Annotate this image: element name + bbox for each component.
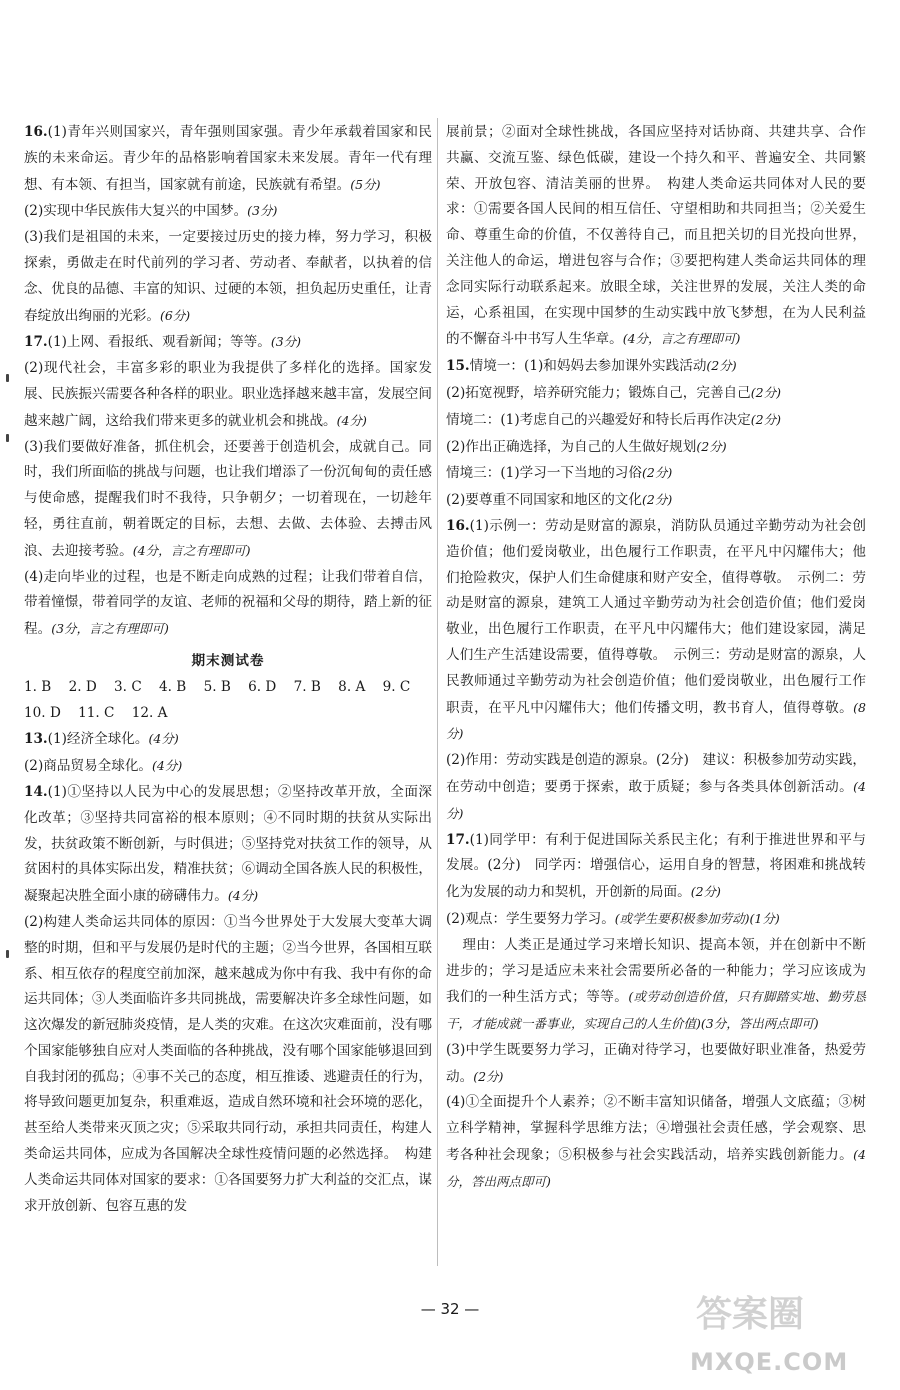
left-answer-list — [24, 120, 432, 643]
answer-paragraph — [24, 225, 432, 329]
answer-paragraph — [446, 828, 866, 906]
exam-title: 期末测试卷 — [191, 652, 265, 669]
answer-paragraph — [446, 434, 866, 461]
score-note: (或学生要积极参加劳动)(1分) — [614, 910, 780, 926]
binding-mark — [6, 950, 9, 958]
binding-mark — [6, 434, 9, 442]
score-note: (3分) — [247, 203, 278, 219]
answer-paragraph — [446, 120, 866, 353]
answer-text: (2)作出正确选择，为自己的人生做好规划 — [446, 438, 697, 455]
answer-paragraph — [24, 910, 432, 1220]
answer-paragraph — [24, 356, 432, 434]
answer-text: (2)要尊重不同国家和地区的文化 — [446, 492, 642, 509]
question-number: 17. — [446, 831, 470, 848]
left-column — [24, 120, 432, 1219]
watermark — [690, 1286, 880, 1376]
score-note: (或劳动创造价值，只有脚踏实地、勤劳恳干，才能成就一番事业，实现自己的人生价值)(3分，答出两点即可) — [446, 989, 866, 1032]
answer-text: 理由：人类正是通过学习来增长知识、提高本领，并在创新中不断进步的；学习是适应未来社会需要所必备的一种能力；学习应该成为我们的一种生活方式；等等。 — [446, 936, 866, 1006]
answer-text: (1)上网、看报纸、观看新闻；等等。 — [47, 334, 271, 351]
answer-paragraph — [24, 329, 432, 356]
answer-paragraph — [446, 906, 866, 933]
answer-paragraph — [24, 435, 432, 565]
right-column — [446, 120, 866, 1196]
answer-text: (2)拓宽视野，培养研究能力；锻炼自己，完善自己 — [446, 384, 751, 401]
page-number: — 32 — — [420, 1300, 480, 1318]
choice-answers-row-1: 1. B 2. D 3. C 4. B 5. B 6. D 7. B 8. A 9. C — [24, 678, 411, 695]
answer-text: (1)青年兴则国家兴，青年强则国家强。青少年承载着国家和民族的未来命运。青少年的品格影响着国家未来发展。青年一代有理想、有本领、有担当，国家就有前途，民族就有希望。 — [24, 124, 432, 193]
score-note: (3分) — [270, 334, 302, 350]
answer-paragraph — [24, 726, 432, 753]
answer-text: 情境二：(1)考虑自己的兴趣爱好和特长后再作决定 — [446, 411, 751, 428]
answer-text: (2)实现中华民族伟大复兴的中国梦。 — [24, 203, 248, 220]
answer-paragraph — [446, 460, 866, 487]
answer-text: 情境三：(1)学习一下当地的习俗 — [446, 465, 642, 482]
answer-paragraph — [24, 198, 432, 225]
answer-text: (3)中学生既要努力学习，正确对待学习，也要做好职业准备，热爱劳动。 — [446, 1041, 866, 1085]
choice-answers-row-2: 10. D 11. C 12. A — [24, 704, 168, 721]
answer-paragraph — [446, 933, 866, 1038]
answer-text: 情境一：(1)和妈妈去参加课外实践活动 — [469, 358, 707, 375]
question-number: 13. — [24, 731, 48, 748]
score-note: (4分) — [446, 778, 866, 821]
score-note: (2分) — [696, 438, 727, 454]
score-note: (4分，答出两点即可) — [446, 1147, 866, 1189]
answer-paragraph — [446, 748, 866, 827]
answer-text: (1)①坚持以人民为中心的发展思想；②坚持改革开放，全面深化改革；③坚持共同富裕的根本原则；④不同时期的扶贫从实际出发，扶贫政策不断创新，与时俱进；⑤坚持党对扶贫工作的领导，从贫困村的具体实际出发，精准扶贫；⑥调动全国各族人民的积极性，凝聚起决胜全面小康的磅礴伟力。 — [24, 783, 432, 905]
answer-text: (2)作用：劳动实践是创造的源泉。(2分) 建议：积极参加劳动实践，在劳动中创造；要勇于探索，敢于质疑；参与各类具体创新活动。 — [446, 752, 866, 795]
score-note: (3分，言之有理即可) — [51, 621, 169, 637]
answer-text: (3)我们是祖国的未来，一定要接过历史的接力棒，努力学习，积极探索，勇做走在时代前列的学习者、劳动者、奉献者，以执着的信念、优良的品德、丰富的知识、过硬的本领，担负起历史重任，让青春绽放出绚丽的光彩。 — [24, 229, 432, 324]
score-note: (4分) — [336, 412, 367, 428]
answer-text: (1)同学甲：有利于促进国际关系民主化；有利于推进世界和平与发展。(2分) 同学丙：增强信心，运用自身的智慧，将困难和挑战转化为发展的动力和契机，开创新的局面。 — [446, 831, 866, 901]
answer-paragraph — [446, 1090, 866, 1195]
answer-text: (2)观点：学生要努力学习。 — [446, 910, 615, 927]
score-note: (2分) — [706, 358, 737, 374]
score-note: (2分) — [641, 465, 673, 481]
answer-text: 展前景；②面对全球性挑战，各国应坚持对话协商、共建共享、合作共赢、交流互鉴、绿色低碳，建设一个持久和平、普遍安全、共同繁荣、开放包容、清洁美丽的世界。 构建人类命运共同体对人民的要求：①需要各国人民间的相互信任、守望相助和共同担当；②关爱生命、尊重生命的价值，不仅善待自己，而且把关切的目光投向世界，关注他人的命运，增进包容与合作；③要把构建人类命运共同体的理念同实际行动联系起来。放眼全球，关注世界的发展，关注人类的命运，心系祖国，在实现中国梦的生动实践中放飞梦想，在为人民利益的不懈奋斗中书写人生华章。 — [446, 124, 866, 348]
column-divider — [437, 118, 438, 1266]
question-number: 16. — [24, 124, 48, 140]
answer-paragraph — [446, 380, 866, 407]
question-number: 16. — [446, 517, 470, 534]
answer-paragraph — [24, 753, 432, 780]
watermark-domain: MXQE.COM — [690, 1348, 849, 1376]
score-note: (4分) — [227, 888, 259, 904]
answer-paragraph — [446, 487, 866, 514]
answer-text: (4)走向毕业的过程，也是不断走向成熟的过程；让我们带着自信，带着憧憬，带着同学的友谊、老师的祝福和父母的期待，踏上新的征程。 — [24, 568, 432, 638]
answer-paragraph — [446, 514, 866, 748]
left-answer-list-2 — [24, 726, 432, 1219]
score-note: (5分) — [350, 176, 381, 192]
answer-paragraph — [24, 780, 432, 910]
score-note: (2分) — [750, 384, 781, 400]
score-note: (6分) — [159, 307, 191, 323]
score-note: (8分) — [446, 699, 866, 742]
score-note: (4分，言之有理即可) — [622, 331, 741, 347]
score-note: (4分) — [152, 758, 183, 774]
answer-text: (1)示例一：劳动是财富的源泉，消防队员通过辛勤劳动为社会创造价值；他们爱岗敬业，出色履行工作职责，在平凡中闪耀伟大；他们抢险救灾，保护人们生命健康和财产安全，值得尊敬。 示例二：劳动是财富的源泉，建筑工人通过辛勤劳动为社会创造价值；他们爱岗敬业，出色履行工作职责，在平凡中闪耀伟大；他们建设家园，满足人们生产生活建设需要，值得尊敬。 示例三：劳动是财富的源泉，人民教师通过辛勤劳动为社会创造价值；他们爱岗敬业，出色履行工作职责，在平凡中闪耀伟大；他们传播文明，教书育人，值得尊敬。 — [446, 517, 866, 716]
answer-text: (3)我们要做好准备，抓住机会，还要善于创造机会，成就自己。同时，我们所面临的挑战与问题，也让我们增添了一份沉甸甸的责任感与使命感，提醒我们时不我待，只争朝夕；一切着现在，一切趁年轻，勇往直前，朝着既定的目标，去想、去做、去体验、去搏击风浪、去迎接考验。 — [24, 438, 432, 559]
question-number: 14. — [24, 783, 48, 800]
watermark-logo: 答案圈 — [696, 1294, 805, 1335]
answer-text: (2)现代社会，丰富多彩的职业为我提供了多样化的选择。国家发展、民族振兴需要各种各样的职业。职业选择越来越丰富，发展空间越来越广阔，这给我们带来更多的就业机会和挑战。 — [24, 360, 432, 429]
score-note: (2分) — [473, 1068, 504, 1084]
answer-text: (4)①全面提升个人素养；②不断丰富知识储备，增强人文底蕴；③树立科学精神，掌握科学思维方法；④增强社会责任感，学会观察、思考各种社会现象；⑤积极参与社会实践活动，培养实践创新能力。 — [446, 1094, 866, 1164]
answer-text: (1)经济全球化。 — [47, 731, 149, 748]
answer-paragraph — [24, 565, 432, 643]
score-note: (4分，言之有理即可) — [132, 542, 251, 558]
right-answer-list — [446, 120, 866, 1196]
answer-paragraph — [446, 1038, 866, 1091]
score-note: (2分) — [750, 411, 781, 427]
answer-text: (2)构建人类命运共同体的原因：①当今世界处于大发展大变革大调整的时期，但和平与发展仍是时代的主题；②当今世界，各国相互联系、相互依存的程度空前加深，越来越成为你中有我、我中有你的命运共同体；③人类面临许多共同挑战，需要解决许多全球性问题，如这次爆发的新冠肺炎疫情，是人类的灾难。在这次灾难面前，没有哪个国家能够独自应对人类面临的各种挑战，没有哪个国家能够退回到自我封闭的孤岛；④事不关己的态度，相互推诿、逃避责任的行为，将导致问题更加复杂，积重难返，造成自然环境和社会环境的恶化，甚至给人类带来灭顶之灾；⑤采取共同行动，承担共同责任，构建人类命运共同体，应成为各国解决全球性疫情问题的必然选择。 构建人类命运共同体对国家的要求：①各国要努力扩大利益的交汇点，谋求开放创新、包容互惠的发 — [24, 913, 432, 1214]
score-note: (2分) — [690, 884, 721, 900]
score-note: (2分) — [641, 492, 673, 508]
question-number: 17. — [24, 334, 48, 351]
score-note: (4分) — [148, 731, 179, 747]
answer-paragraph — [24, 120, 432, 198]
question-number: 15. — [446, 358, 470, 375]
answer-paragraph — [446, 353, 866, 380]
answer-paragraph — [446, 407, 866, 434]
binding-mark — [6, 374, 9, 382]
answer-text: (2)商品贸易全球化。 — [24, 758, 153, 775]
